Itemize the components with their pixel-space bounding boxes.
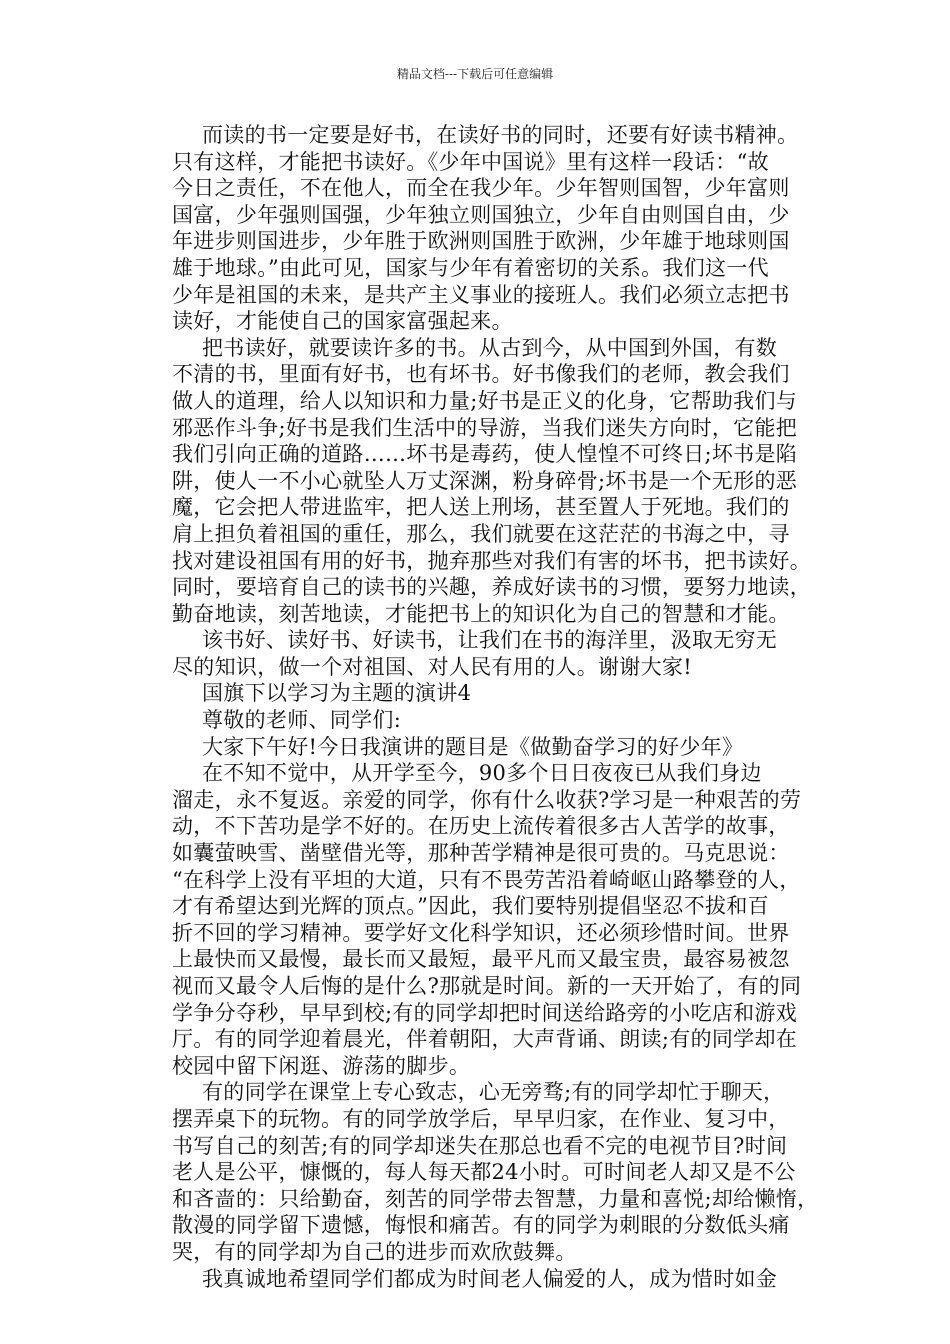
text-line: 少年是祖国的未来，是共产主义事业的接班人。我们必须立志把书	[172, 282, 790, 307]
text-line: 才有希望达到光辉的顶点。”因此，我们要特别提倡坚忍不拔和百	[172, 894, 769, 919]
text-line: 尊敬的老师、同学们:	[202, 708, 402, 733]
text-line: 我们引向正确的道路……坏书是毒药，使人惶惶不可终日;坏书是陷	[172, 442, 798, 467]
text-line: 同时，要培育自己的读书的兴趣，养成好读书的习惯，要努力地读，	[172, 575, 811, 600]
text-line: 只有这样，才能把书读好。《少年中国说》里有这样一段话：“故	[172, 149, 769, 174]
text-line: 老人是公平，慷慨的，每人每天都24小时。可时间老人却又是不公	[172, 1160, 796, 1185]
text-line: 摆弄桌下的玩物。有的同学放学后，早早归家，在作业、复习中，	[172, 1106, 790, 1131]
text-line: 书写自己的刻苦;有的同学却迷失在那总也看不完的电视节目?时间	[172, 1133, 788, 1158]
text-line: 校园中留下闲逛、游荡的脚步。	[172, 1053, 471, 1078]
text-line: “在科学上没有平坦的大道，只有不畏劳苦沿着崎岖山路攀登的人，	[172, 867, 801, 892]
text-line: 不清的书，里面有好书，也有坏书。好书像我们的老师，教会我们	[172, 362, 790, 387]
text-line: 今日之责任，不在他人，而全在我少年。少年智则国智，少年富则	[172, 176, 790, 201]
text-line: 魔，它会把人带进监牢，把人送上刑场，甚至置人于死地。我们的	[172, 495, 790, 520]
text-line: 该书好、读好书、好读书，让我们在书的海洋里，汲取无穷无	[202, 628, 778, 653]
text-line: 尽的知识，做一个对祖国、对人民有用的人。谢谢大家!	[172, 654, 692, 679]
text-line: 动，不下苦功是学不好的。在历史上流传着很多古人苦学的故事，	[172, 814, 790, 839]
text-line: 邪恶作斗争;好书是我们生活中的导游，当我们迷失方向时，它能把	[172, 415, 798, 440]
text-line: 有的同学在课堂上专心致志，心无旁骛;有的同学却忙于聊天，	[202, 1080, 785, 1105]
text-line: 视而又最令人后悔的是什么?那就是时间。新的一天开始了，有的同	[172, 974, 802, 998]
document-body	[172, 122, 824, 1292]
text-line: 哭，有的同学却为自己的进步而欢欣鼓舞。	[172, 1239, 577, 1264]
text-line: 勤奋地读，刻苦地读，才能把书上的知识化为自己的智慧和才能。	[172, 601, 790, 626]
text-line: 把书读好，就要读许多的书。从古到今，从中国到外国，有数	[202, 335, 778, 360]
text-line: 学争分夺秒，早早到校;有的同学却把时间送给路旁的小吃店和游戏	[172, 1000, 798, 1025]
text-line: 阱，使人一不小心就坠人万丈深渊，粉身碎骨;坏书是一个无形的恶	[172, 468, 798, 493]
text-line: 读好，才能使自己的国家富强起来。	[172, 309, 513, 334]
text-line: 和吝啬的：只给勤奋，刻苦的同学带去智慧，力量和喜悦;却给懒惰，	[172, 1186, 819, 1211]
text-line: 散漫的同学留下遗憾，悔恨和痛苦。有的同学为刺眼的分数低头痛	[172, 1213, 790, 1238]
text-line: 年进步则国进步，少年胜于欧洲则国胜于欧洲，少年雄于地球则国	[172, 229, 790, 254]
text-line: 国富，少年强则国强，少年独立则国独立，少年自由则国自由，少	[172, 202, 790, 227]
page-header: 精品文档---下载后可任意编辑	[396, 67, 554, 81]
text-line: 折不回的学习精神。要学好文化科学知识，还必须珍惜时间。世界	[172, 920, 790, 945]
text-line: 在不知不觉中，从开学至今，90多个日日夜夜已从我们身边	[202, 761, 762, 786]
text-line: 大家下午好!今日我演讲的题目是《做勤奋学习的好少年》	[202, 734, 744, 759]
text-line: 厅。有的同学迎着晨光，伴着朝阳，大声背诵、朗读;有的同学却在	[172, 1027, 798, 1052]
text-line: 如囊萤映雪、凿壁借光等，那种苦学精神是很可贵的。马克思说：	[172, 841, 790, 866]
text-line: 肩上担负着祖国的重任，那么，我们就要在这茫茫的书海之中，寻	[172, 521, 790, 546]
text-line: 上最快而又最慢，最长而又最短，最平凡而又最宝贵，最容易被忽	[172, 947, 790, 972]
text-line: 找对建设祖国有用的好书，抛弃那些对我们有害的坏书，把书读好。	[172, 548, 811, 573]
text-line: 雄于地球。”由此可见，国家与少年有着密切的关系。我们这一代	[172, 255, 769, 280]
text-line: 溜走，永不复返。亲爱的同学，你有什么收获?学习是一种艰苦的劳	[172, 787, 802, 812]
text-line: 我真诚地希望同学们都成为时间老人偏爱的人，成为惜时如金	[202, 1266, 778, 1291]
text-line: 国旗下以学习为主题的演讲4	[202, 681, 472, 706]
text-line: 而读的书一定要是好书，在读好书的同时，还要有好读书精神。	[202, 123, 799, 147]
text-line: 做人的道理，给人以知识和力量;好书是正义的化身，它帮助我们与	[172, 388, 798, 413]
